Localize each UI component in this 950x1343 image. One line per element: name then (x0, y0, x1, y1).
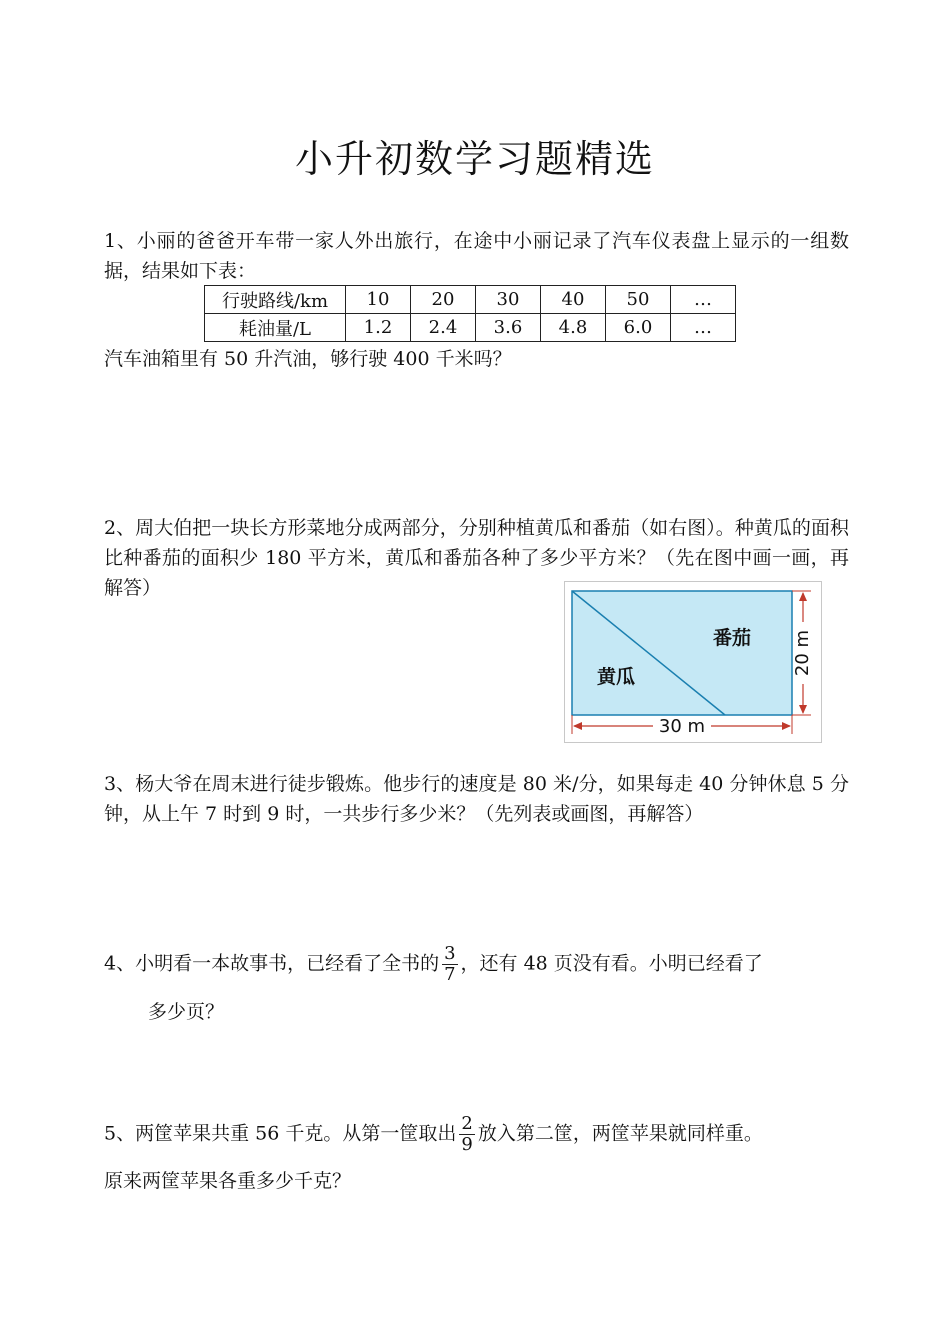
q3-text: 3、杨大爷在周末进行徒步锻炼。他步行的速度是 80 米/分，如果每走 40 分钟休息 5 分钟，从上午 7 时到 9 时，一共步行多少米？（先列表或画图，再解答） (104, 773, 849, 825)
fraction (442, 944, 457, 985)
page-title: 小升初数学习题精选 (294, 137, 655, 181)
q4-line1 (104, 944, 849, 985)
q2-text: 2、周大伯把一块长方形菜地分成两部分，分别种植黄瓜和番茄（如右图）。种黄瓜的面积比种番茄的面积少 180 平方米，黄瓜和番茄各种了多少平方米？（先在图中画一画，再解答） (104, 517, 849, 599)
garden-diagram (565, 582, 821, 742)
q4-text-after: ，还有 48 页没有看。小明已经看了 (460, 952, 763, 975)
q4-line2: 多少页？ (148, 1001, 225, 1023)
q1-intro: 1、小丽的爸爸开车带一家人外出旅行，在途中小丽记录了汽车仪表盘上显示的一组数据，结果如下表： (104, 230, 849, 282)
q1-question: 汽车油箱里有 50 升汽油，够行驶 400 千米吗？ (104, 348, 512, 370)
q5-text-before: 5、两筐苹果共重 56 千克。从第一筐取出 (104, 1122, 457, 1145)
q5-line1 (104, 1114, 849, 1155)
table-cell: 30 (476, 286, 541, 314)
fraction-denominator: 7 (444, 964, 456, 985)
table-cell: 行驶路线/km (205, 286, 346, 314)
table-cell: 4.8 (541, 314, 606, 342)
garden-figure (564, 581, 822, 743)
table-cell: 50 (606, 286, 671, 314)
table-cell: … (671, 286, 736, 314)
arrow-up-icon (799, 592, 807, 601)
arrow-left-icon (573, 722, 582, 730)
label-cucumber: 黄瓜 (597, 666, 636, 688)
width-label: 30 m (658, 716, 706, 737)
q4-text-before: 4、小明看一本故事书，已经看了全书的 (104, 952, 440, 975)
fraction-numerator: 3 (444, 943, 456, 964)
arrow-down-icon (799, 705, 807, 714)
height-label: 20 m (792, 629, 813, 677)
table-cell: 耗油量/L (205, 314, 346, 342)
fraction-numerator: 2 (461, 1113, 473, 1134)
table-cell: 1.2 (346, 314, 411, 342)
table-row (205, 314, 736, 342)
table-cell: 10 (346, 286, 411, 314)
arrow-right-icon (782, 722, 791, 730)
label-tomato: 番茄 (713, 627, 752, 649)
table-row (205, 286, 736, 314)
table-cell: 6.0 (606, 314, 671, 342)
garden-rectangle (572, 591, 792, 715)
fuel-table (204, 285, 736, 342)
table-cell: 2.4 (411, 314, 476, 342)
fraction (459, 1114, 474, 1155)
q5-text-after: 放入第二筐，两筐苹果就同样重。 (477, 1122, 763, 1145)
table-cell: … (671, 314, 736, 342)
fraction-denominator: 9 (461, 1134, 473, 1155)
table-cell: 20 (411, 286, 476, 314)
table-cell: 3.6 (476, 314, 541, 342)
table-cell: 40 (541, 286, 606, 314)
q5-line2: 原来两筐苹果各重多少千克？ (104, 1170, 352, 1192)
